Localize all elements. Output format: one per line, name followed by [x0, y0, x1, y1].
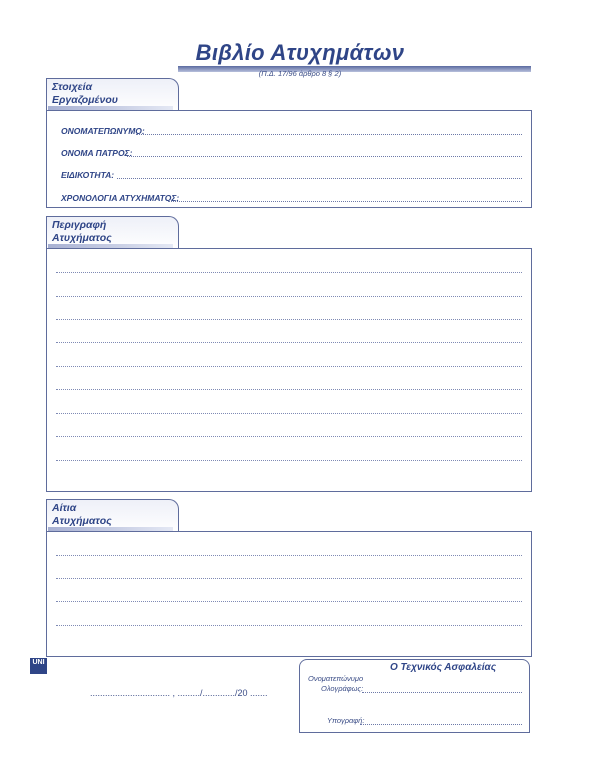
place-date-line[interactable]: ................................ , ........./............./20 ....... — [90, 688, 268, 698]
causes-tab-label-line1: Αίτια — [52, 502, 77, 514]
field-label-specialty: ΕΙΔΙΚΟΤΗΤΑ: — [61, 170, 115, 180]
description-line[interactable] — [56, 342, 522, 343]
technician-name-label: Ονοματεπώνυμο — [308, 674, 364, 683]
publisher-logo-text: UNI — [32, 659, 45, 666]
field-input-name[interactable] — [136, 134, 522, 135]
field-label-accident-date: ΧΡΟΝΟΛΟΓΙΑ ΑΤΥΧΗΜΑΤΟΣ: — [61, 193, 180, 203]
employee-tab-label-line2: Εργαζομένου — [52, 94, 118, 106]
description-line[interactable] — [56, 296, 522, 297]
description-tab-label-line1: Περιγραφή — [52, 219, 107, 231]
page-title: Βιβλίο Ατυχημάτων — [195, 40, 405, 65]
causes-line[interactable] — [56, 601, 522, 602]
employee-tab-label-line1: Στοιχεία — [52, 81, 93, 93]
description-line[interactable] — [56, 319, 522, 320]
technician-signature-input[interactable] — [360, 724, 522, 725]
field-label-father-name: ΟΝΟΜΑ ΠΑΤΡΟΣ: — [61, 148, 133, 158]
field-input-accident-date[interactable] — [168, 201, 522, 202]
causes-line[interactable] — [56, 578, 522, 579]
description-line[interactable] — [56, 272, 522, 273]
description-line[interactable] — [56, 436, 522, 437]
technician-signature-label: Υπογραφή: — [327, 716, 365, 725]
field-input-specialty[interactable] — [117, 178, 522, 179]
page-subtitle: (Π.Δ. 17/96 άρθρο 8 § 2) — [258, 69, 342, 78]
description-line[interactable] — [56, 366, 522, 367]
description-section-box — [46, 248, 532, 492]
publisher-logo — [30, 658, 47, 674]
causes-tab-label-line2: Ατυχήματος — [52, 515, 112, 527]
description-tab-label-line2: Ατυχήματος — [52, 232, 112, 244]
causes-line[interactable] — [56, 625, 522, 626]
technician-title: Ο Τεχνικός Ασφαλείας — [390, 662, 497, 673]
description-line[interactable] — [56, 460, 522, 461]
field-label-name: ΟΝΟΜΑΤΕΠΩΝΥΜΟ: — [61, 126, 145, 136]
technician-fullname-label: Ολογράφως: — [321, 684, 364, 693]
technician-fullname-input[interactable] — [362, 692, 522, 693]
causes-line[interactable] — [56, 555, 522, 556]
field-input-father-name[interactable] — [127, 156, 522, 157]
description-line[interactable] — [56, 389, 522, 390]
causes-section-box — [46, 531, 532, 657]
description-line[interactable] — [56, 413, 522, 414]
